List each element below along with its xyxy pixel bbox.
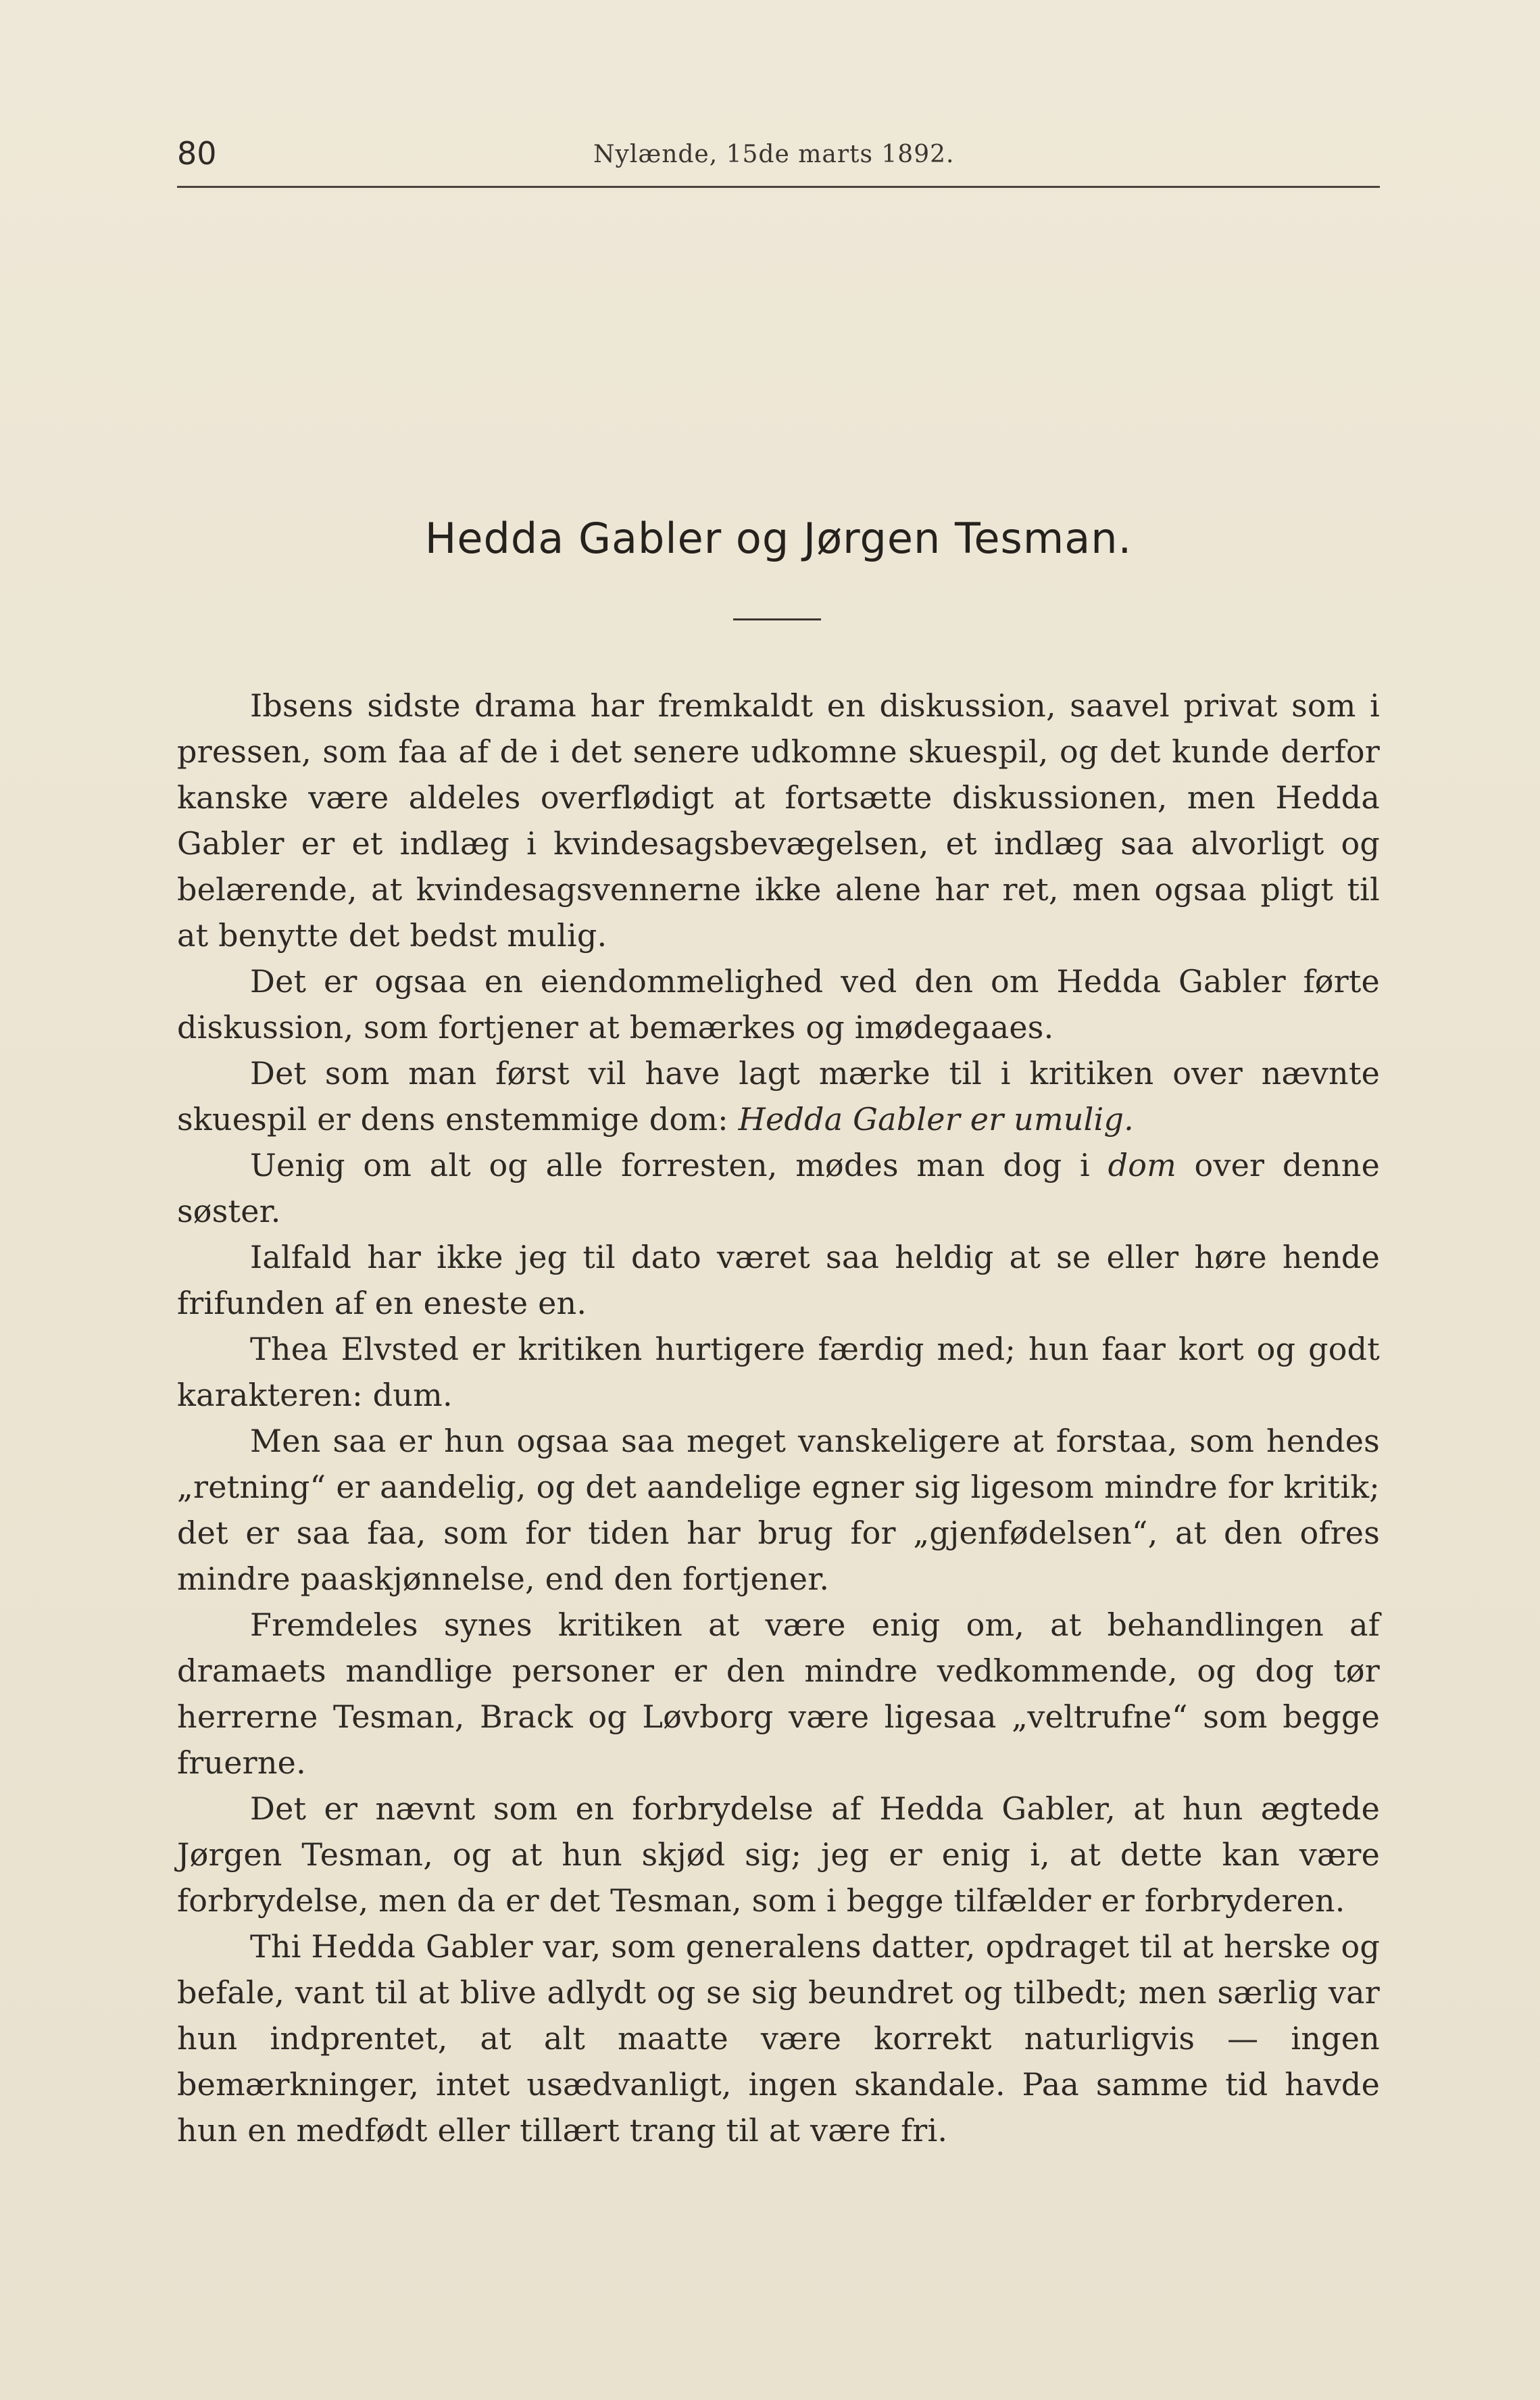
running-head: Nylænde, 15de marts 1892. [593,141,955,168]
emphasis: Hedda Gabler er umulig. [738,1101,1134,1137]
paragraph: Thi Hedda Gabler var, som generalens datter, opdraget til at herske og befale, vant til at blive adlydt og se sig beundret og tilbedt; men særlig var hun indprentet, at alt maatte være korrekt naturligvis — ingen bemærkninger, intet usædvanligt, ingen skandale. Paa samme tid havde hun en medfødt eller tillært trang til at være fri. [177,1928,1380,2149]
paragraph: Uenig om alt og alle forresten, mødes man dog i dom over denne søster. [177,1147,1380,1229]
page-number: 80 [177,135,217,172]
paragraph: Det er ogsaa en eiendommelighed ved den om Hedda Gabler førte diskussion, som fortjener at bemærkes og imødegaaes. [177,963,1380,1046]
paragraph: Fremdeles synes kritiken at være enig om, at behandlingen af dramaets mandlige personer er den mindre vedkommende, og dog tør herrerne Tesman, Brack og Løvborg være ligesaa „veltrufne“ som begge fruerne. [177,1607,1380,1781]
paragraph: Ibsens sidste drama har fremkaldt en diskussion, saavel privat som i pressen, som faa af de i det senere udkomne skuespil, og det kunde derfor kanske være aldeles overflødigt at fortsætte diskussionen, men Hedda Gabler er et indlæg i kvindesagsbevægelsen, et indlæg saa alvorligt og belærende, at kvindesagsvennerne ikke alene har ret, men ogsaa pligt til at benytte det bedst mulig. [177,687,1380,954]
header-rule [177,186,1380,188]
emphasis: dom [1108,1147,1176,1183]
page-header [177,135,1380,189]
paragraph: Det som man først vil have lagt mærke til i kritiken over nævnte skuespil er dens enstemmige dom: Hedda Gabler er umulig. [177,1055,1380,1137]
article-body [177,683,1380,2153]
paragraph: Det er nævnt som en forbrydelse af Hedda Gabler, at hun ægtede Jørgen Tesman, og at hun skjød sig; jeg er enig i, at dette kan være forbrydelse, men da er det Tesman, som i begge tilfælder er forbryderen. [177,1790,1380,1919]
paragraph: Thea Elvsted er kritiken hurtigere færdig med; hun faar kort og godt karakteren: dum. [177,1331,1380,1413]
paragraph: Ialfald har ikke jeg til dato været saa heldig at se eller høre hende frifunden af en eneste en. [177,1239,1380,1321]
article-title: Hedda Gabler og Jørgen Tesman. [424,514,1133,563]
title-rule [733,618,821,620]
paragraph: Men saa er hun ogsaa saa meget vanskeligere at forstaa, som hendes „retning“ er aandelig, og det aandelige egner sig ligesom mindre for kritik; det er saa faa, som for tiden har brug for „gjenfødelsen“, at den ofres mindre paaskjønnelse, end den fortjener. [177,1423,1380,1597]
